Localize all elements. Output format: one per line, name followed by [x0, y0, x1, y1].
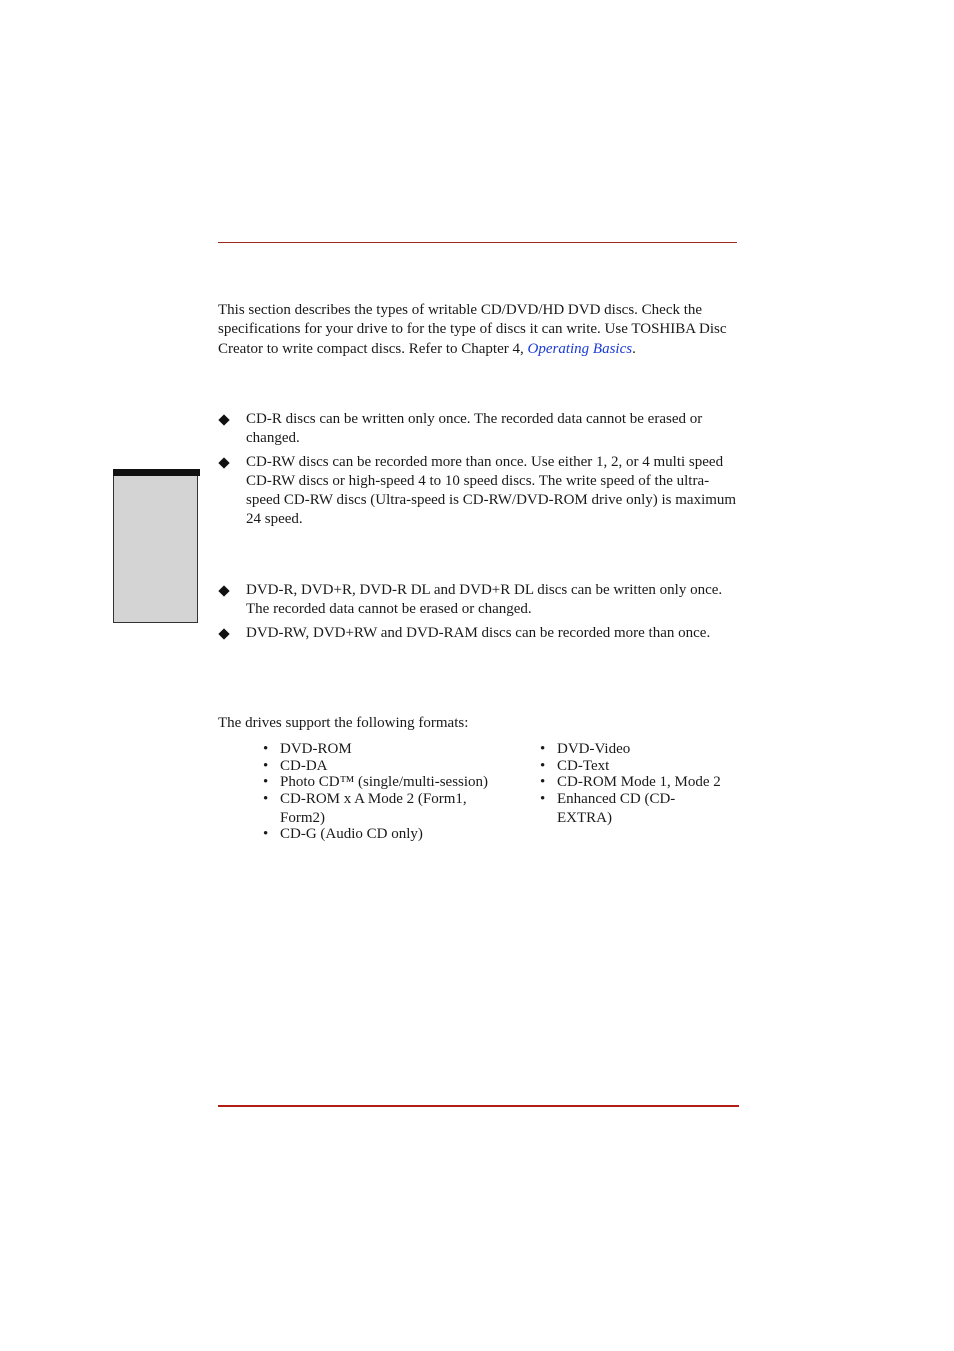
header-rule: [218, 242, 737, 243]
list-item: [540, 774, 736, 791]
formats-intro: The drives support the following formats:: [218, 715, 469, 731]
format-label: CD-ROM Mode 1, Mode 2: [557, 774, 721, 790]
list-item: [263, 774, 513, 791]
cd-r-text: CD-R discs can be written only once. The recorded data cannot be erased or changed.: [246, 411, 703, 447]
bullet-dot-icon: •: [263, 741, 269, 757]
diamond-bullet-icon: [218, 628, 229, 639]
diamond-bullet-icon: [218, 585, 229, 596]
format-label: Photo CD™ (single/multi-session): [280, 774, 489, 790]
cd-disc-list: [218, 410, 738, 534]
list-item: [263, 741, 513, 758]
list-item: [218, 453, 738, 530]
diamond-bullet-icon: [218, 414, 229, 425]
dvd-r-text: DVD-R, DVD+R, DVD-R DL and DVD+R DL discs can be written only once. The recorded data cannot be erased or changed.: [246, 582, 723, 618]
cd-rw-text: CD-RW discs can be recorded more than once. Use either 1, 2, or 4 multi speed CD-RW discs or high-speed 4 to 10 speed discs. The write speed of the ultra-speed CD-RW discs (Ultra-speed is CD-RW/DVD-ROM drive only) is maximum 24 speed.: [246, 453, 737, 528]
list-item: [540, 741, 736, 758]
intro-paragraph: [218, 301, 738, 359]
bullet-dot-icon: •: [540, 774, 546, 790]
dvd-rw-text: DVD-RW, DVD+RW and DVD-RAM discs can be recorded more than once.: [246, 624, 711, 641]
list-item: [263, 790, 495, 828]
format-label: CD-Text: [557, 757, 610, 774]
format-label: Enhanced CD (CD-EXTRA): [557, 790, 676, 826]
diamond-bullet-icon: [218, 457, 229, 468]
bullet-dot-icon: •: [263, 790, 269, 807]
bullet-dot-icon: •: [540, 741, 546, 757]
format-label: CD-DA: [280, 757, 328, 774]
list-item: [218, 624, 738, 643]
format-label: CD-ROM x A Mode 2 (Form1, Form2): [280, 790, 467, 826]
bullet-dot-icon: •: [540, 757, 546, 774]
list-item: [263, 758, 513, 775]
bullet-dot-icon: •: [263, 774, 269, 790]
footer-rule: [218, 1105, 739, 1107]
operating-basics-link[interactable]: Operating Basics: [527, 340, 633, 357]
chapter-side-tab: [113, 469, 198, 623]
list-item: [263, 826, 513, 843]
formats-right-list: [540, 741, 736, 828]
list-item: [540, 758, 736, 775]
chapter-side-tab-bar: [113, 469, 200, 476]
formats-left-list: [263, 741, 513, 842]
list-item: [540, 790, 707, 828]
format-label: CD-G (Audio CD only): [280, 825, 423, 842]
intro-period: .: [632, 340, 636, 357]
bullet-dot-icon: •: [263, 825, 269, 842]
dvd-disc-list: [218, 581, 738, 647]
intro-text: This section describes the types of writable CD/DVD/HD DVD discs. Check the specifications for your drive to for the type of discs it can write. Use TOSHIBA Disc Creator to write compact discs. Refer to Chapter 4,: [218, 302, 727, 357]
bullet-dot-icon: •: [263, 757, 269, 774]
format-label: DVD-ROM: [280, 741, 352, 757]
list-item: [218, 581, 738, 620]
format-label: DVD-Video: [557, 741, 631, 757]
list-item: [218, 410, 738, 449]
bullet-dot-icon: •: [540, 790, 546, 807]
